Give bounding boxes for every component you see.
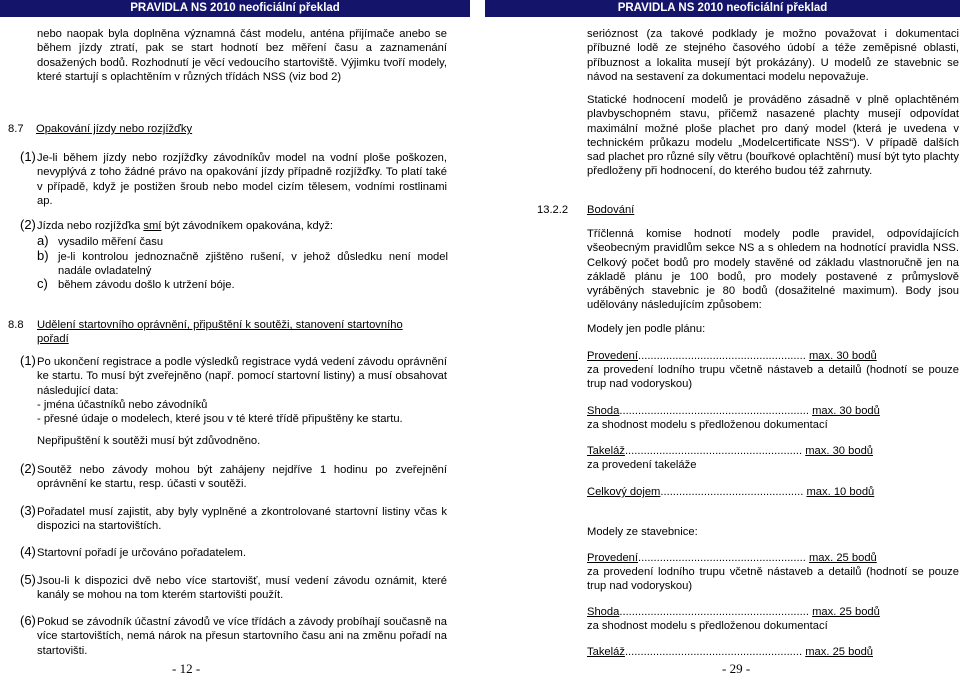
refusal-note: Nepřipuštění k soutěži musí být zdůvodněno.	[37, 435, 261, 447]
section-8-8-title: Udělení startovního oprávnění, připuštění k soutěži, stanovení startovního pořadí	[37, 319, 403, 346]
score-description: za provedení takeláže	[587, 459, 697, 471]
page-number-right: - 29 -	[722, 661, 751, 676]
score-description: za shodnost modelu s předloženou dokumentací	[587, 419, 828, 431]
para-2-text-a: Jízda nebo rozjížďka	[37, 220, 144, 232]
list-letter: a)	[37, 233, 49, 248]
para-2-emphasis: smí	[143, 220, 162, 232]
para-number: (4)	[20, 544, 36, 559]
score-label: Takeláž	[587, 646, 625, 658]
static-evaluation-paragraph: Statické hodnocení modelů je prováděno zásadně v plně oplachtěném plavbyschopném stavu, přičemž nasazené plachty musejí odpovídat maximální možné ploše plachet pro daný model (která je uvedena v technickém průkazu modelu „Modelcertificate NSS“). V případě dalších sad plachet pro různé síly větru (bouřkové oplachtění) musí být tyto plachty předloženy při hodnocení, do kterého budou též zahrnuty.	[587, 94, 959, 178]
score-row	[587, 349, 877, 363]
kit-models-heading: Modely ze stavebnice:	[587, 526, 698, 538]
section-8-8-para-6: Pokud se závodník účastní závodů ve více třídách a závody probíhají současně na více startovištích, nemá nárok na přesun startovního času ani na změnu pořadí na startovišti.	[37, 616, 447, 657]
score-label: Takeláž	[587, 445, 625, 457]
list-letter: b)	[37, 248, 49, 263]
section-13-2-2-number: 13.2.2	[537, 204, 569, 216]
score-row	[587, 645, 873, 659]
para-number: (5)	[20, 572, 36, 587]
section-8-7-number: 8.7	[8, 123, 24, 135]
score-max: max. 25 bodů	[812, 606, 880, 618]
para-number: (6)	[20, 613, 36, 628]
page-header-left: PRAVIDLA NS 2010 neoficiální překlad	[0, 0, 470, 17]
para-number: (1)	[20, 149, 36, 164]
score-dots: .............................................................	[619, 606, 809, 618]
para-number: (2)	[20, 461, 36, 476]
para-number: (3)	[20, 503, 36, 518]
section-8-8-para-3: Pořadatel musí zajistit, aby byly vyplněné a zkontrolované startovní listiny včas k dispozici na startovištích.	[37, 506, 447, 533]
score-dots: .............................................................	[619, 405, 809, 417]
score-max: max. 30 bodů	[812, 405, 880, 417]
score-max: max. 30 bodů	[808, 350, 877, 362]
section-8-8-number: 8.8	[8, 319, 24, 331]
list-letter: c)	[37, 276, 48, 291]
para-2-text-b: být závodníkem opakována, když:	[161, 220, 334, 232]
score-dots: ......................................................	[638, 350, 806, 362]
section-8-7-para-2	[37, 219, 447, 233]
score-label: Provedení	[587, 350, 638, 362]
score-row	[587, 551, 877, 565]
section-8-7-title: Opakování jízdy nebo rozjížďky	[36, 123, 193, 135]
score-label: Shoda	[587, 405, 620, 417]
score-dots: .........................................................	[624, 445, 803, 457]
section-13-2-2-title: Bodování	[587, 204, 635, 216]
section-8-7-para-1: Je-li během jízdy nebo rozjížďky závodníkův model na vodní ploše poškozen, nevyplývá z toho žádné právo na opakování jízdy případně rozjížďky. To platí také v případě, když je postižen šroub nebo model cizím tělesem, vodními rostlinami ap.	[37, 152, 447, 207]
section-8-8-para-1: Po ukončení registrace a podle výsledků registrace vydá vedení závodu oprávnění ke startu. To musí být zveřejněno (např. pomocí startovní listiny) a musí obsahovat následující data:	[37, 356, 447, 397]
score-label: Provedení	[587, 552, 638, 564]
plan-models-heading: Modely jen podle plánu:	[587, 323, 706, 335]
score-description: za provedení lodního trupu včetně nástaveb a detailů (hodnotí se pouze trup nad vodoryskou)	[587, 364, 959, 391]
score-max: max. 25 bodů	[805, 646, 874, 658]
intro-paragraph-right: serióznost (za takové podklady je možno považovat i dokumentaci příbuzné lodě ze stejného časového údobí a téže zeměpisné oblasti, příbuznost a lokalita musejí být prokázány). U modelů ze stavebnic se návod na sestavení za dokumentaci modelu nepovažuje.	[587, 28, 959, 83]
score-max: max. 30 bodů	[805, 445, 874, 457]
score-max: max. 10 bodů	[806, 486, 875, 498]
score-row	[587, 444, 873, 458]
score-description: za shodnost modelu s předloženou dokumentací	[587, 620, 828, 632]
score-dots: ......................................................	[638, 552, 806, 564]
score-row	[587, 485, 874, 499]
score-max: max. 25 bodů	[808, 552, 877, 564]
section-8-8-para-4: Startovní pořadí je určováno pořadatelem.	[37, 547, 246, 559]
score-label: Shoda	[587, 606, 620, 618]
list-item: je-li kontrolou jednoznačně zjištěno rušení, v jehož důsledku není model nadále ovladatelný	[58, 251, 448, 278]
para-number: (2)	[20, 217, 36, 232]
list-item: během závodu došlo k utržení bóje.	[58, 279, 235, 291]
score-description: za provedení lodního trupu včetně nástaveb a detailů (hodnotí se pouze trup nad vodoryskou)	[587, 566, 959, 593]
score-dots: ..............................................	[660, 486, 804, 498]
scoring-paragraph: Tříčlenná komise hodnotí modely podle pravidel, odpovídajících všeobecným pravidlům sekce NS a s ohledem na hodnotící pravidla NSS. Celkový počet bodů pro modely stavěné od základu vlastnoručně jen na základě plánu je 100 bodů, pro modely postavené z průmyslově vyráběných stavebnic je 80 bodů (dosažitelné maximum). Body jsou udělovány následujícím způsobem:	[587, 228, 959, 312]
score-label: Celkový dojem	[587, 486, 661, 498]
intro-paragraph: nebo naopak byla doplněna významná část modelu, anténa přijímače anebo se během jízdy ztratí, pak se start hodnotí bez měření času a zaznamenání dosažených bodů. Rozhodnutí je věcí vedoucího startoviště. Výjimku tvoří modely, které startují s oplachtěním v různých třídách NSS (viz bod 2)	[37, 28, 447, 83]
score-row	[587, 605, 880, 619]
list-item: vysadilo měření času	[58, 236, 164, 248]
list-item: - přesné údaje o modelech, které jsou v té které třídě připuštěny ke startu.	[37, 413, 403, 425]
page-header-right: PRAVIDLA NS 2010 neoficiální překlad	[485, 0, 960, 17]
score-dots: .........................................................	[624, 646, 803, 658]
para-number: (1)	[20, 353, 36, 368]
section-8-8-para-5: Jsou-li k dispozici dvě nebo více startovišť, musí vedení závodu oznámit, které kanály se mohou na tom kterém startovišti použít.	[37, 575, 447, 602]
list-item: - jména účastníků nebo závodníků	[37, 399, 208, 411]
page-number-left: - 12 -	[172, 661, 201, 676]
score-row	[587, 404, 880, 418]
section-8-8-para-2: Soutěž nebo závody mohou být zahájeny nejdříve 1 hodinu po zveřejnění oprávnění ke startu, resp. účasti v soutěži.	[37, 464, 447, 491]
